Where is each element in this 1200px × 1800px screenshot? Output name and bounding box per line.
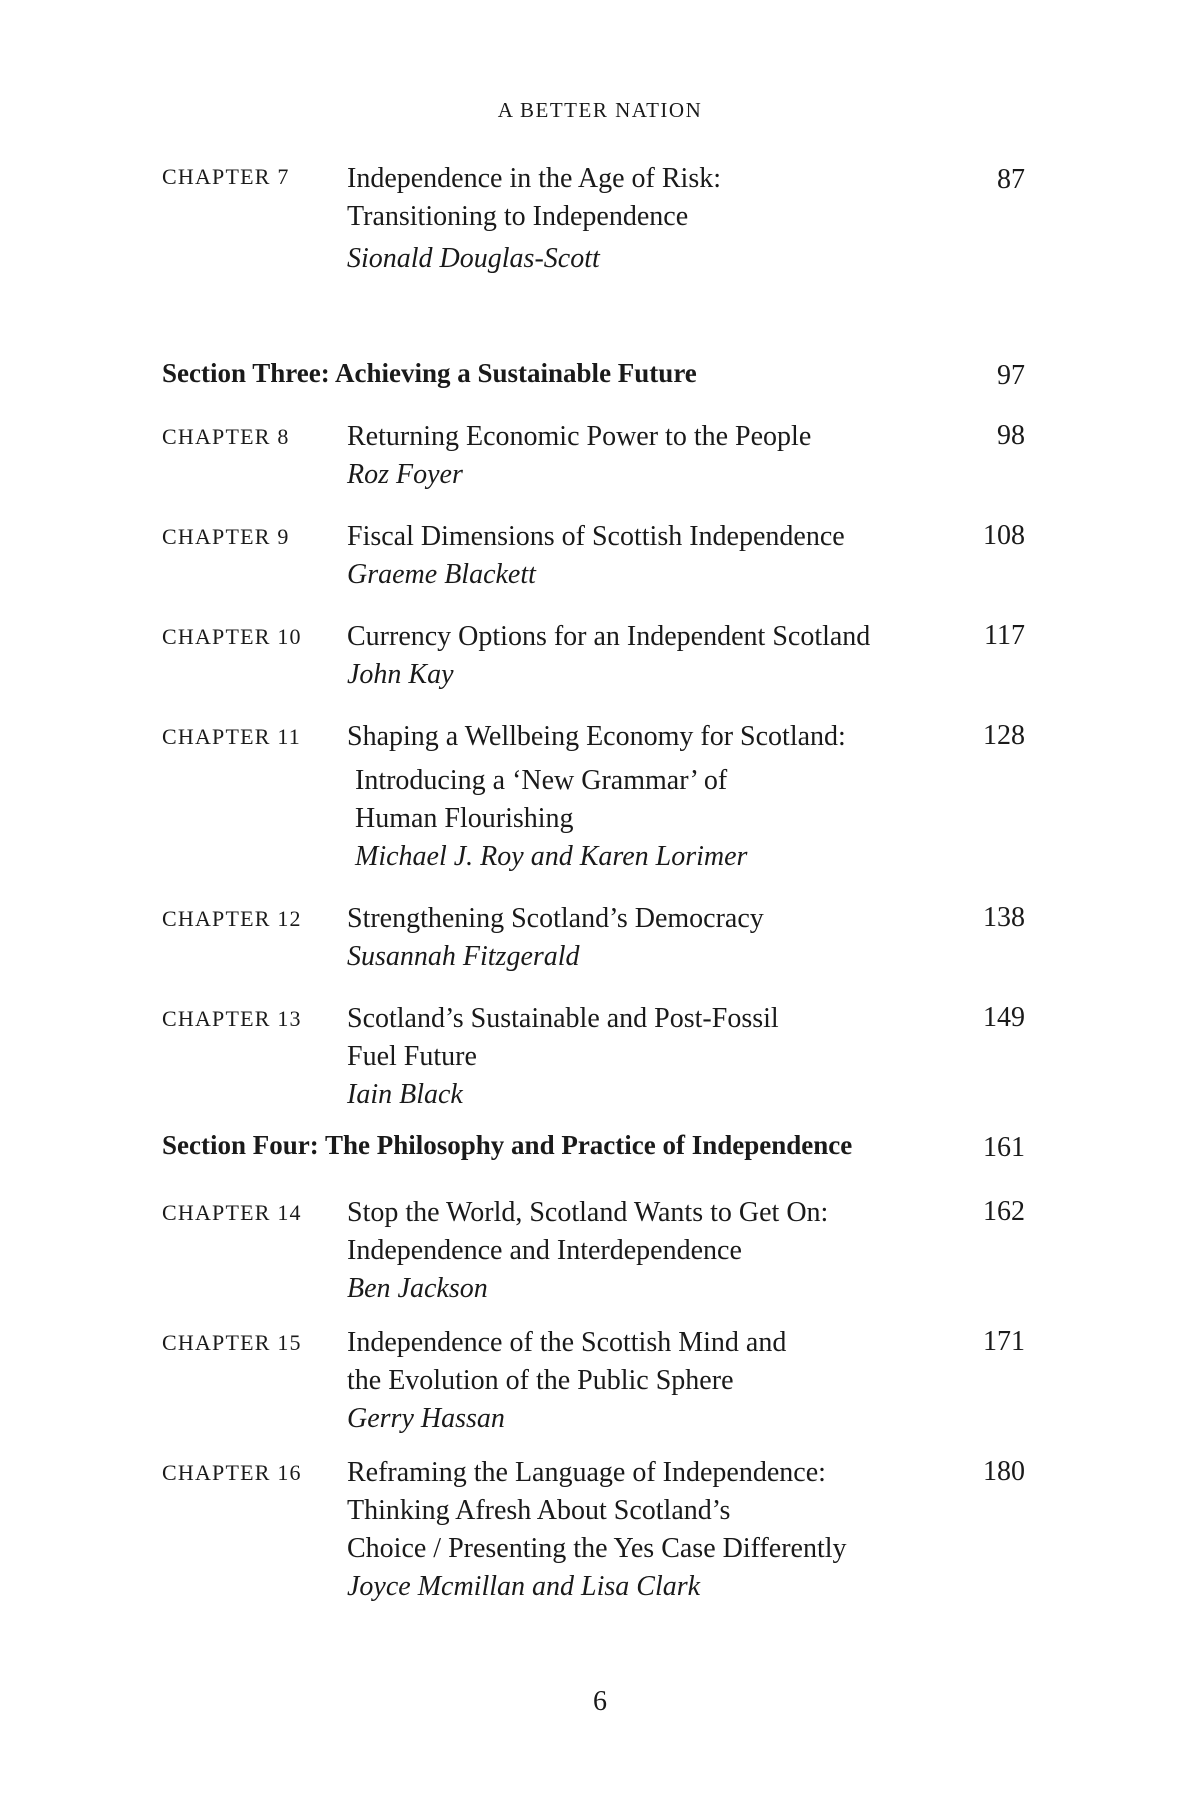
chapter-title-line: Returning Economic Power to the People <box>347 421 812 452</box>
chapter-author: Iain Black <box>347 1079 463 1110</box>
chapter-entry[interactable] <box>347 418 957 494</box>
folio-page-number: 6 <box>593 1686 607 1717</box>
chapter-author: Ben Jackson <box>347 1273 488 1304</box>
chapter-author: John Kay <box>347 659 454 690</box>
page-number: 117 <box>984 620 1025 651</box>
chapter-title-line: Scotland’s Sustainable and Post-Fossil <box>347 1003 779 1034</box>
chapter-entry[interactable] <box>347 1454 957 1606</box>
running-head: A BETTER NATION <box>497 98 703 122</box>
page-number: 128 <box>983 720 1025 751</box>
page-number: 161 <box>983 1132 1025 1163</box>
chapter-label: CHAPTER 16 <box>162 1460 302 1485</box>
chapter-label: CHAPTER 8 <box>162 424 290 449</box>
chapter-title-line: Independence of the Scottish Mind and <box>347 1327 787 1358</box>
page-number: 138 <box>983 902 1025 933</box>
chapter-title-line: Independence in the Age of Risk: <box>347 163 722 194</box>
chapter-title-line: Fuel Future <box>347 1041 477 1072</box>
chapter-entry[interactable] <box>347 160 957 278</box>
page-number: 180 <box>983 1456 1025 1487</box>
chapter-author: Gerry Hassan <box>347 1403 505 1434</box>
chapter-label: CHAPTER 13 <box>162 1006 302 1031</box>
chapter-author: Sionald Douglas-Scott <box>347 243 600 274</box>
chapter-title-line: Independence and Interdependence <box>347 1235 742 1266</box>
chapter-title-line: the Evolution of the Public Sphere <box>347 1365 734 1396</box>
chapter-entry[interactable] <box>347 1324 957 1438</box>
page-number: 162 <box>983 1196 1025 1227</box>
page-number: 87 <box>997 164 1025 195</box>
chapter-title-line: Thinking Afresh About Scotland’s <box>347 1495 731 1526</box>
chapter-title-line: Stop the World, Scotland Wants to Get On: <box>347 1197 829 1228</box>
chapter-author: Roz Foyer <box>347 459 463 490</box>
section-heading[interactable]: Section Three: Achieving a Sustainable Future <box>162 358 697 388</box>
chapter-title-line: Introducing a ‘New Grammar’ of <box>355 765 728 796</box>
chapter-label: CHAPTER 11 <box>162 724 301 749</box>
page-number: 108 <box>983 520 1025 551</box>
chapter-label: CHAPTER 7 <box>162 164 290 189</box>
chapter-label: CHAPTER 10 <box>162 624 302 649</box>
chapter-label: CHAPTER 9 <box>162 524 290 549</box>
page-number: 98 <box>997 420 1025 451</box>
chapter-label: CHAPTER 14 <box>162 1200 302 1225</box>
chapter-author: Susannah Fitzgerald <box>347 941 580 972</box>
chapter-author: Joyce Mcmillan and Lisa Clark <box>347 1571 701 1602</box>
chapter-entry[interactable] <box>347 1000 957 1114</box>
chapter-author: Graeme Blackett <box>347 559 536 590</box>
chapter-title-line: Choice / Presenting the Yes Case Differently <box>347 1533 847 1564</box>
chapter-author: Michael J. Roy and Karen Lorimer <box>355 841 748 872</box>
page-number: 97 <box>997 360 1025 391</box>
chapter-title-line: Shaping a Wellbeing Economy for Scotland: <box>347 721 846 752</box>
chapter-entry[interactable] <box>347 1194 957 1308</box>
chapter-label: CHAPTER 15 <box>162 1330 302 1355</box>
chapter-title-line: Human Flourishing <box>355 803 574 834</box>
page-number: 149 <box>983 1002 1025 1033</box>
chapter-title-line: Transitioning to Independence <box>347 201 689 232</box>
chapter-title-line: Reframing the Language of Independence: <box>347 1457 826 1488</box>
section-heading[interactable]: Section Four: The Philosophy and Practice of Independence <box>162 1130 853 1160</box>
chapter-title-line: Strengthening Scotland’s Democracy <box>347 903 764 934</box>
chapter-entry[interactable] <box>347 618 957 694</box>
page-number: 171 <box>983 1326 1025 1357</box>
chapter-title-line: Fiscal Dimensions of Scottish Independence <box>347 521 845 552</box>
chapter-title-line: Currency Options for an Independent Scotland <box>347 621 871 652</box>
chapter-entry[interactable] <box>347 900 957 976</box>
chapter-label: CHAPTER 12 <box>162 906 302 931</box>
chapter-entry[interactable] <box>347 718 957 876</box>
chapter-entry[interactable] <box>347 518 957 594</box>
